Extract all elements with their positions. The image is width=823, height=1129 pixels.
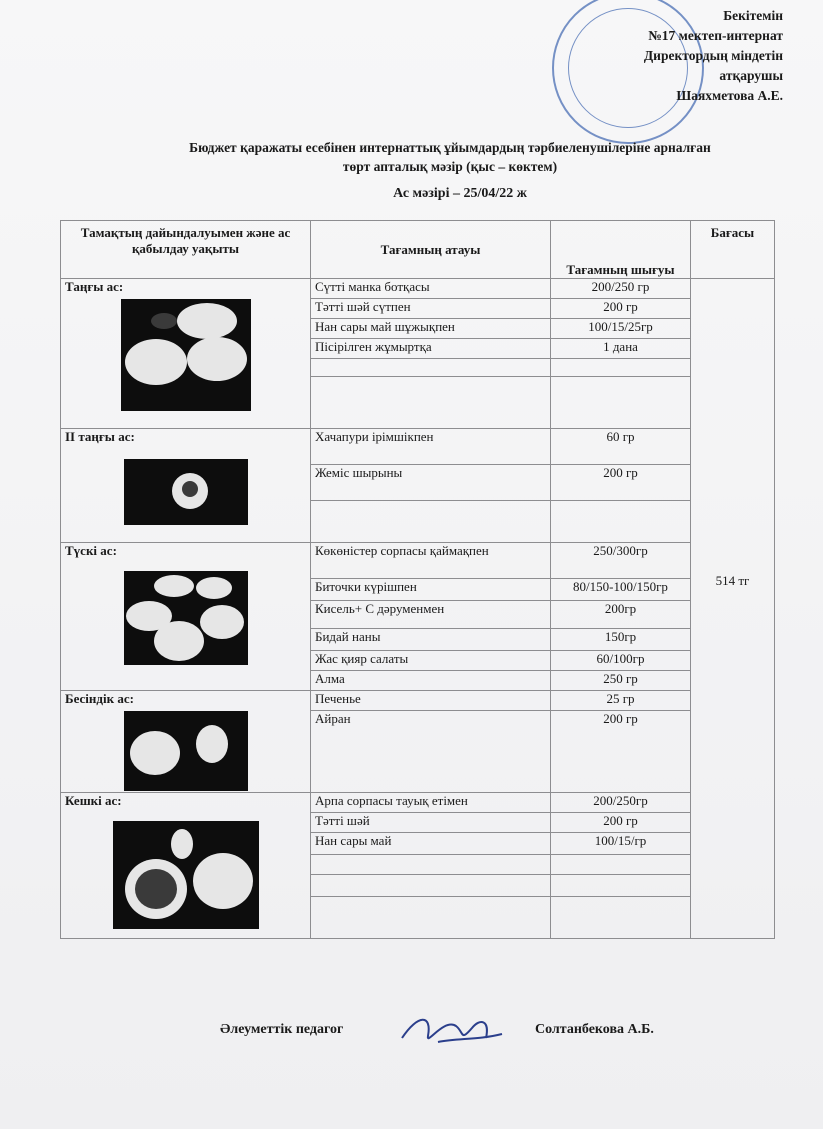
dish-name: Жеміс шырыны xyxy=(311,465,551,501)
approval-line-1: Бекітемін xyxy=(723,8,783,23)
breakfast-photo xyxy=(121,299,251,411)
meal-label: Бесіндік ас: xyxy=(65,691,134,706)
header-output: Тағамның шығуы xyxy=(551,221,691,279)
dish-name: Кисель+ С дәруменмен xyxy=(311,601,551,629)
dish-qty: 200/250гр xyxy=(551,793,691,813)
empty-cell xyxy=(311,897,551,939)
header-dish-name: Тағамның атауы xyxy=(311,221,551,279)
empty-cell xyxy=(551,875,691,897)
second-breakfast-photo xyxy=(124,459,248,525)
approval-block xyxy=(543,6,783,106)
meal-label: Таңғы ас: xyxy=(65,279,124,294)
meal-cell-dinner xyxy=(61,793,311,939)
approval-line-3: Директордың міндетін xyxy=(643,48,783,63)
approval-line-5: Шаяхметова А.Е. xyxy=(676,88,783,103)
dish-qty: 25 гр xyxy=(551,691,691,711)
empty-cell xyxy=(551,501,691,543)
lunch-price: 514 тг xyxy=(715,573,750,588)
dish-name: Хачапури ірімшікпен xyxy=(311,429,551,465)
approval-line-4: атқарушы xyxy=(719,68,783,83)
dish-name: Биточки күрішпен xyxy=(311,579,551,601)
empty-cell xyxy=(551,377,691,429)
meal-cell-snack xyxy=(61,691,311,793)
empty-cell xyxy=(311,377,551,429)
dish-name: Арпа сорпасы тауық етімен xyxy=(311,793,551,813)
dish-name: Нан сары май шұжықпен xyxy=(311,319,551,339)
empty-cell xyxy=(551,359,691,377)
dish-name: Жас қияр салаты xyxy=(311,651,551,671)
title-line-2: төрт апталық мәзір (қыс – көктем) xyxy=(342,159,558,174)
header-meal-time: Тамақтың дайындалуымен және ас қабылдау уақыты xyxy=(61,221,311,279)
dish-name: Бидай наны xyxy=(311,629,551,651)
signature-role: Әлеуметтік педагог xyxy=(220,1022,344,1037)
handwritten-signature xyxy=(398,1008,508,1052)
dish-qty: 200гр xyxy=(551,601,691,629)
empty-cell xyxy=(551,855,691,875)
meal-label: Түскі ас: xyxy=(65,543,117,558)
dish-name: Көкөністер сорпасы қаймақпен xyxy=(311,543,551,579)
dish-name: Айран xyxy=(311,711,551,793)
dish-name: Тәтті шәй сүтпен xyxy=(311,299,551,319)
meal-label: Кешкі ас: xyxy=(65,793,122,808)
dish-name: Тәтті шәй xyxy=(311,813,551,833)
dish-qty: 200 гр xyxy=(551,711,691,793)
empty-cell xyxy=(311,855,551,875)
snack-photo xyxy=(124,711,248,791)
empty-cell xyxy=(311,359,551,377)
menu-body xyxy=(61,279,775,939)
dinner-photo xyxy=(113,821,259,929)
dish-name: Алма xyxy=(311,671,551,691)
empty-cell xyxy=(311,501,551,543)
dish-qty: 1 дана xyxy=(551,339,691,359)
dish-qty: 60 гр xyxy=(551,429,691,465)
dish-qty: 150гр xyxy=(551,629,691,651)
dish-name: Пісірілген жұмыртқа xyxy=(311,339,551,359)
dish-name: Нан сары май xyxy=(311,833,551,855)
menu-table xyxy=(60,220,775,939)
menu-date: Ас мәзірі – 25/04/22 ж xyxy=(393,186,527,201)
signature-name: Солтанбекова А.Б. xyxy=(535,1022,654,1037)
dish-qty: 200 гр xyxy=(551,813,691,833)
dish-qty: 200/250 гр xyxy=(551,279,691,299)
dish-qty: 100/15/гр xyxy=(551,833,691,855)
empty-cell xyxy=(311,875,551,897)
meal-cell-second-breakfast xyxy=(61,429,311,543)
empty-cell xyxy=(551,897,691,939)
meal-cell-lunch xyxy=(61,543,311,691)
dish-name: Сүтті манка ботқасы xyxy=(311,279,551,299)
dish-qty: 200 гр xyxy=(551,299,691,319)
dish-qty: 250 гр xyxy=(551,671,691,691)
header-price: Бағасы xyxy=(691,221,775,279)
price-column xyxy=(691,279,775,939)
meal-cell-breakfast xyxy=(61,279,311,429)
dish-qty: 60/100гр xyxy=(551,651,691,671)
title-line-1: Бюджет қаражаты есебінен интернаттық ұйымдардың тәрбиеленушілеріне арналған xyxy=(189,140,711,155)
approval-line-2: №17 мектеп-интернат xyxy=(648,28,783,43)
dish-qty: 200 гр xyxy=(551,465,691,501)
dish-qty: 80/150-100/150гр xyxy=(551,579,691,601)
dish-name: Печенье xyxy=(311,691,551,711)
lunch-photo xyxy=(124,571,248,665)
meal-label: ІІ таңғы ас: xyxy=(65,429,135,444)
dish-qty: 100/15/25гр xyxy=(551,319,691,339)
dish-qty: 250/300гр xyxy=(551,543,691,579)
document-title xyxy=(100,138,800,176)
